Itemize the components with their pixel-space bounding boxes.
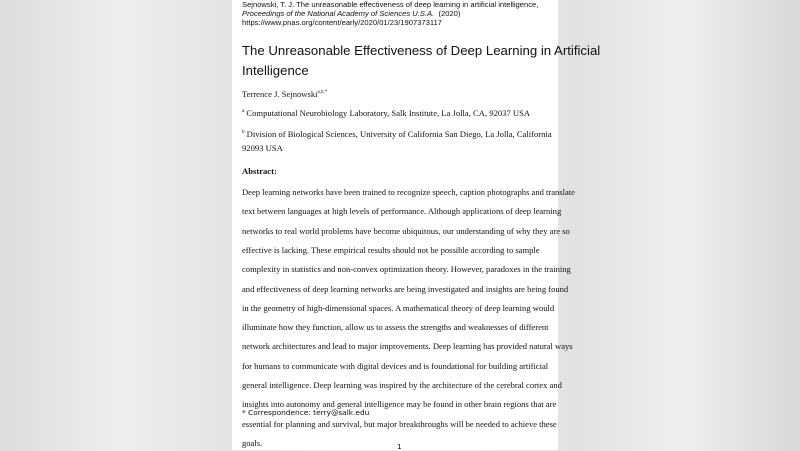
paper-title-line-1: The Unreasonable Effectiveness of Deep Learning in Artificial	[242, 43, 601, 58]
abstract-line: insights into autonomy and general intelligence may be found in other brain regions that are	[242, 399, 557, 410]
affiliation-b	[242, 129, 552, 139]
page-number: 1	[397, 442, 402, 451]
citation-journal-line	[242, 9, 460, 18]
paper-title-line-2: Intelligence	[242, 63, 309, 78]
abstract-line: for humans to communicate with digital devices and is foundational for building artificial	[242, 360, 549, 371]
affiliation-text: Computational Neurobiology Laboratory, Salk Institute, La Jolla, CA, 92037 USA	[246, 108, 531, 118]
author-name: Terrence J. Sejnowski	[242, 89, 318, 99]
affiliation-sup: b	[242, 130, 245, 136]
document-page	[232, 0, 601, 451]
abstract-line: Deep learning networks have been trained to recognize speech, caption photographs and translate	[242, 187, 575, 197]
author	[242, 89, 327, 99]
journal-name: Proceedings of the National Academy of Sciences U.S.A.	[242, 9, 435, 18]
affiliation-a	[242, 108, 530, 118]
abstract-line: in the geometry of high-dimensional spaces. A mathematical theory of deep learning would	[242, 302, 555, 313]
correspondence: * Correspondence: terry@salk.edu	[242, 408, 370, 417]
citation-url[interactable]: https://www.pnas.org/content/early/2020/01/23/1907373117	[242, 18, 442, 27]
abstract-line: effective is lacking. These empirical results should not be possible according to sample	[242, 244, 540, 255]
affiliation-sup: a	[242, 109, 245, 115]
abstract-line: complexity in statistics and non-convex optimization theory. However, paradoxes in the training	[242, 264, 571, 275]
abstract-line: illuminate how they function, allow us to assess the strengths and weaknesses of different	[242, 322, 549, 333]
abstract-line: network architectures and lead to major improvements. Deep learning has provided natural ways	[242, 341, 573, 352]
citation-line: Sejnowski, T. J. The unreasonable effectiveness of deep learning in artificial intelligence,	[242, 0, 539, 9]
abstract-heading: Abstract:	[242, 166, 277, 176]
citation-year: (2020)	[438, 9, 461, 18]
affiliation-text: Division of Biological Sciences, University of California San Diego, La Jolla, California	[246, 129, 552, 139]
author-sup: a,b,*	[317, 90, 328, 96]
abstract-line: goals.	[242, 437, 263, 448]
abstract-line: networks to real world problems have become ubiquitous, our understanding of why they are so	[242, 225, 570, 236]
abstract-line: general intelligence. Deep learning was inspired by the architecture of the cerebral cortex and	[242, 380, 562, 390]
abstract-line: and effectiveness of deep learning networks are being investigated and insights are being found	[242, 283, 569, 294]
abstract-line: text between languages at high levels of performance. Although applications of deep learning	[242, 206, 562, 217]
abstract-line: essential for planning and survival, but major breakthroughs will be needed to achieve these	[242, 418, 557, 429]
affiliation-b-line-2: 92093 USA	[242, 143, 283, 153]
